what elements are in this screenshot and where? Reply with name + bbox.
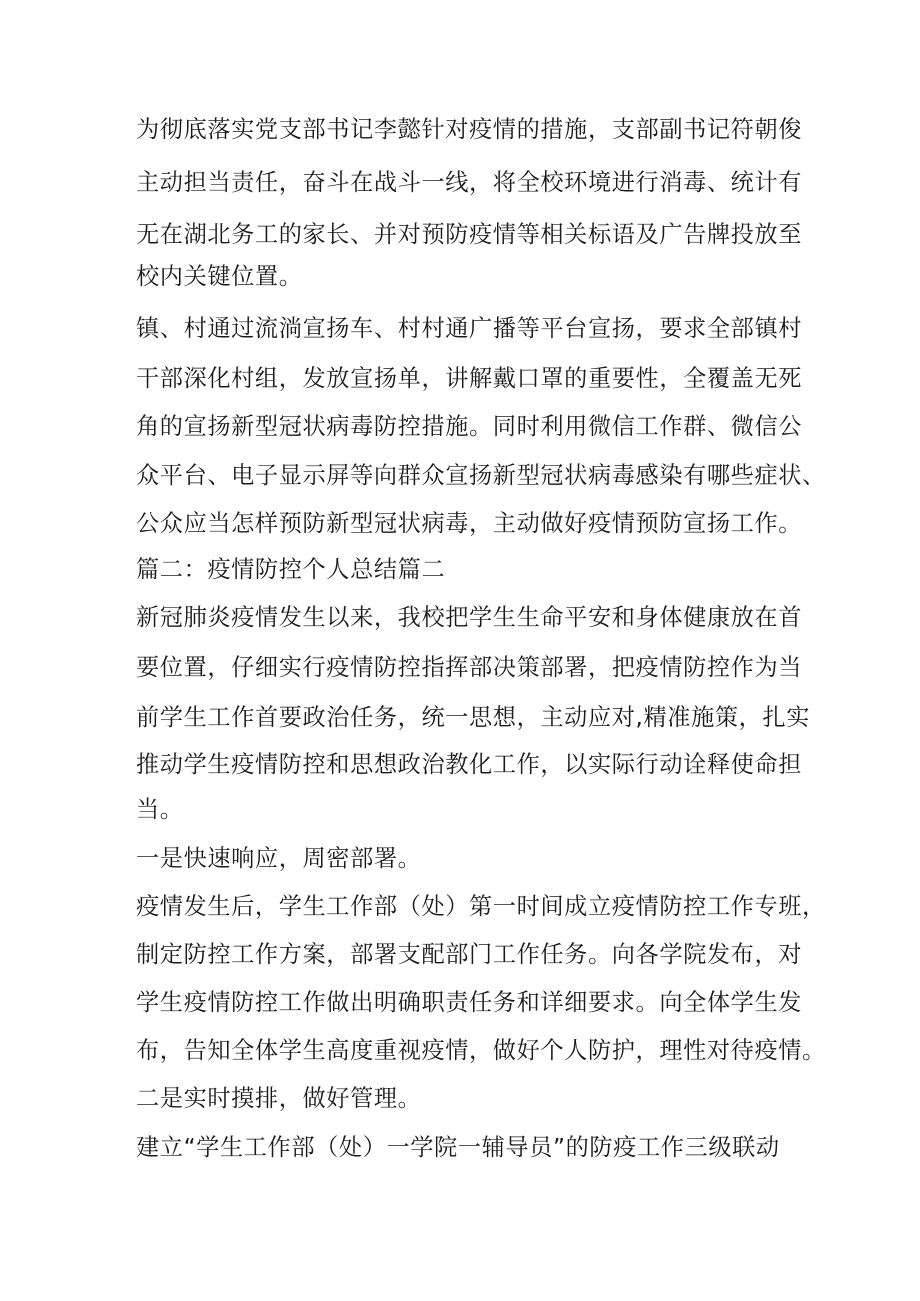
- text-line: 布，告知全体学生高度重视疫情，做好个人防护，理性对待疫情。: [136, 1037, 826, 1064]
- subheading: 二是实时摸排，做好管理。: [136, 1085, 422, 1112]
- text-line: 新冠肺炎疫情发生以来，我校把学生生命平安和身体健康放在首: [136, 604, 803, 631]
- text-line: 干部深化村组，发放宣扬单，讲解戴口罩的重要性，全覆盖无死: [136, 365, 803, 392]
- text-line: 校内关键位置。: [136, 263, 303, 290]
- text-line: 角的宣扬新型冠状病毒防控措施。同时利用微信工作群、微信公: [136, 413, 803, 440]
- text-line: 为彻底落实党支部书记李懿针对疫情的措施，支部副书记符朝俊: [136, 116, 803, 143]
- text-line: 主动担当责任，奋斗在战斗一线，将全校环境进行消毒、统计有: [136, 169, 803, 196]
- text-line: 推动学生疫情防控和思想政治教化工作，以实际行动诠释使命担: [136, 751, 803, 778]
- text-line: 建立“学生工作部（处）一学院一辅导员”的防疫工作三级联动: [136, 1134, 780, 1161]
- text-line: 无在湖北务工的家长、并对预防疫情等相关标语及广告牌投放至: [136, 221, 803, 248]
- text-line: 公众应当怎样预防新型冠状病毒，主动做好疫情预防宣扬工作。: [136, 510, 803, 537]
- section-heading: 篇二：疫情防控个人总结篇二: [136, 556, 446, 583]
- text-line: 当。: [136, 796, 184, 823]
- text-line: 要位置，仔细实行疫情防控指挥部决策部署，把疫情防控作为当: [136, 654, 803, 681]
- text-line: 前学生工作首要政治任务，统一思想，主动应对,精准施策，扎实: [136, 704, 811, 731]
- text-line: 制定防控工作方案，部署支配部门工作任务。向各学院发布，对: [136, 941, 803, 968]
- text-line: 众平台、电子显示屏等向群众宣扬新型冠状病毒感染有哪些症状、: [136, 462, 826, 489]
- text-line: 疫情发生后，学生工作部（处）第一时间成立疫情防控工作专班，: [136, 893, 826, 920]
- text-line: 学生疫情防控工作做出明确职责任务和详细要求。向全体学生发: [136, 989, 803, 1016]
- subheading: 一是快速响应，周密部署。: [136, 845, 422, 872]
- text-line: 镇、村通过流淌宣扬车、村村通广播等平台宣扬，要求全部镇村: [136, 315, 803, 342]
